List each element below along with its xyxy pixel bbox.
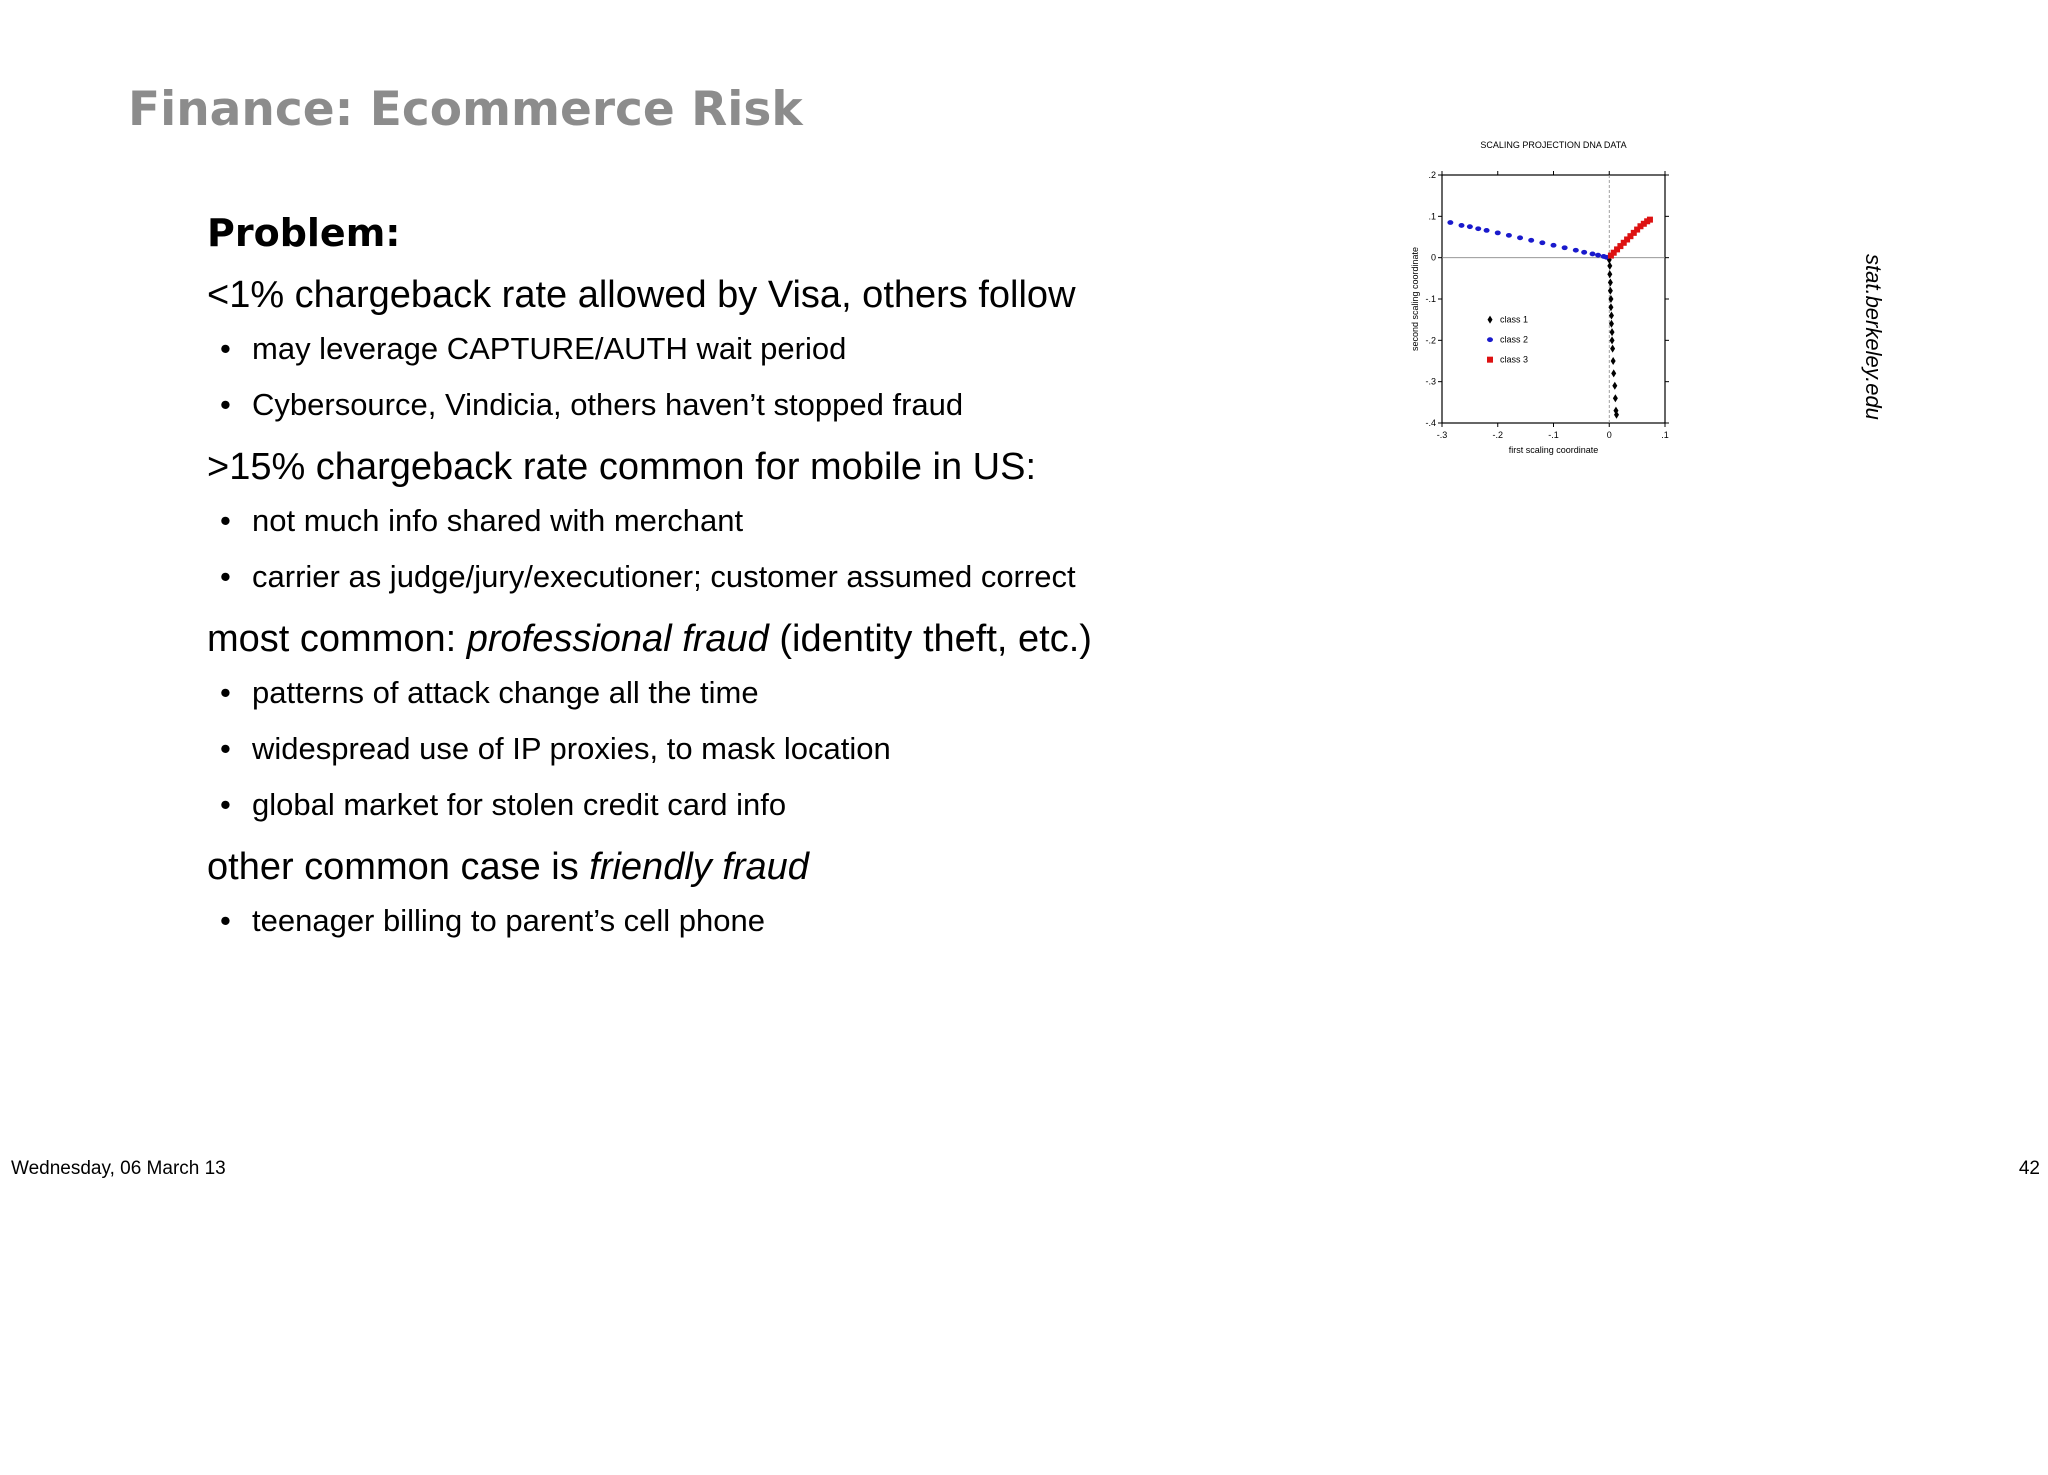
sub-bullet: • not much info shared with merchant — [207, 501, 1357, 541]
data-point-class-1 — [1613, 394, 1618, 402]
sub-bullet: • Cybersource, Vindicia, others haven’t stopped fraud — [207, 385, 1357, 425]
data-point-class-1 — [1610, 336, 1615, 344]
x-tick-label: .1 — [1661, 430, 1669, 440]
data-point-class-1 — [1608, 287, 1613, 295]
side-source-label: stat.berkeley.edu — [1861, 254, 1886, 420]
data-point-class-1 — [1612, 382, 1617, 390]
sub-bullet: • carrier as judge/jury/executioner; customer assumed correct — [207, 557, 1357, 597]
data-point-class-1 — [1608, 278, 1613, 286]
y-tick-label: 0 — [1430, 252, 1436, 263]
data-point-class-2 — [1484, 228, 1490, 233]
sub-bullet-list — [207, 673, 1357, 825]
data-point-class-2 — [1459, 223, 1465, 228]
data-point-class-2 — [1539, 240, 1545, 245]
footer-date: Wednesday, 06 March 13 — [11, 1158, 226, 1179]
main-point: <1% chargeback rate allowed by Visa, others follow — [207, 274, 1076, 316]
page-number: 42 — [2018, 1158, 2040, 1179]
data-point-class-1 — [1611, 357, 1616, 365]
y-tick-label: .2 — [1428, 170, 1436, 180]
y-tick-label: -.2 — [1425, 335, 1436, 346]
legend-marker-class-2 — [1487, 337, 1493, 342]
bullet-icon: • — [220, 559, 231, 594]
data-point-class-2 — [1551, 243, 1557, 248]
legend-marker-class-1 — [1488, 316, 1493, 324]
slide-title: Finance: Ecommerce Risk — [128, 82, 803, 137]
sub-bullet-list — [207, 329, 1357, 425]
bullet-icon: • — [220, 503, 231, 538]
data-point-class-2 — [1506, 233, 1512, 238]
y-tick-label: .1 — [1428, 211, 1436, 222]
y-tick-label: -.3 — [1425, 376, 1436, 387]
data-point-class-2 — [1467, 224, 1473, 229]
data-point-class-2 — [1595, 253, 1601, 258]
legend-marker-class-3 — [1487, 357, 1493, 363]
legend-label: class 1 — [1500, 314, 1529, 325]
scatter-plot-svg — [1410, 130, 1700, 470]
sub-bullet: • teenager billing to parent’s cell phone — [207, 901, 1357, 941]
sub-bullet: • patterns of attack change all the time — [207, 673, 1357, 713]
bullet-icon: • — [220, 675, 231, 710]
problem-heading: Problem: — [207, 211, 401, 255]
legend-label: class 2 — [1500, 334, 1529, 345]
data-point-class-2 — [1590, 252, 1596, 257]
main-point: other common case is friendly fraud — [207, 846, 809, 888]
data-point-class-1 — [1607, 270, 1612, 278]
sub-bullet: • global market for stolen credit card info — [207, 785, 1357, 825]
x-tick-label: -.3 — [1436, 430, 1448, 440]
bullet-icon: • — [220, 787, 231, 822]
y-tick-label: -.4 — [1425, 418, 1436, 428]
x-tick-label: 0 — [1606, 430, 1612, 440]
y-axis-label: second scaling coordinate — [1410, 246, 1420, 352]
data-point-class-2 — [1475, 226, 1481, 231]
point-group-2 — [207, 441, 1357, 597]
slide-body — [207, 207, 1357, 957]
data-point-class-3 — [1647, 217, 1653, 223]
data-point-class-1 — [1607, 262, 1612, 270]
data-point-class-2 — [1573, 248, 1579, 253]
main-point: >15% chargeback rate common for mobile in US: — [207, 446, 1037, 488]
point-group-3 — [207, 613, 1357, 825]
plot-frame — [1442, 175, 1665, 423]
data-point-class-1 — [1610, 328, 1615, 336]
data-point-class-1 — [1611, 369, 1616, 377]
legend-label: class 3 — [1500, 354, 1529, 365]
plot-title: SCALING PROJECTION DNA DATA — [1480, 140, 1627, 150]
data-point-class-2 — [1495, 230, 1501, 235]
bullet-icon: • — [220, 387, 231, 422]
bullet-icon: • — [220, 731, 231, 766]
sub-bullet-list — [207, 501, 1357, 597]
sub-bullet: • widespread use of IP proxies, to mask location — [207, 729, 1357, 769]
data-point-class-2 — [1447, 220, 1453, 225]
sub-bullet-list — [207, 901, 1357, 941]
y-tick-label: -.1 — [1425, 294, 1436, 304]
bullet-icon: • — [220, 331, 231, 366]
scaling-projection-plot — [1410, 130, 1700, 470]
point-group-1 — [207, 269, 1357, 425]
x-tick-label: -.1 — [1548, 430, 1559, 440]
data-point-class-1 — [1610, 345, 1615, 353]
data-point-class-2 — [1562, 245, 1568, 250]
data-point-class-2 — [1581, 250, 1587, 255]
data-point-class-1 — [1609, 320, 1614, 328]
data-point-class-2 — [1517, 235, 1523, 240]
data-point-class-2 — [1528, 238, 1534, 243]
sub-bullet: • may leverage CAPTURE/AUTH wait period — [207, 329, 1357, 369]
bullet-icon: • — [220, 903, 231, 938]
x-axis-label: first scaling coordinate — [1508, 445, 1599, 455]
x-tick-label: -.2 — [1492, 430, 1504, 440]
data-point-class-1 — [1609, 312, 1614, 320]
point-group-4 — [207, 841, 1357, 941]
main-point: most common: professional fraud (identity theft, etc.) — [207, 618, 1092, 660]
